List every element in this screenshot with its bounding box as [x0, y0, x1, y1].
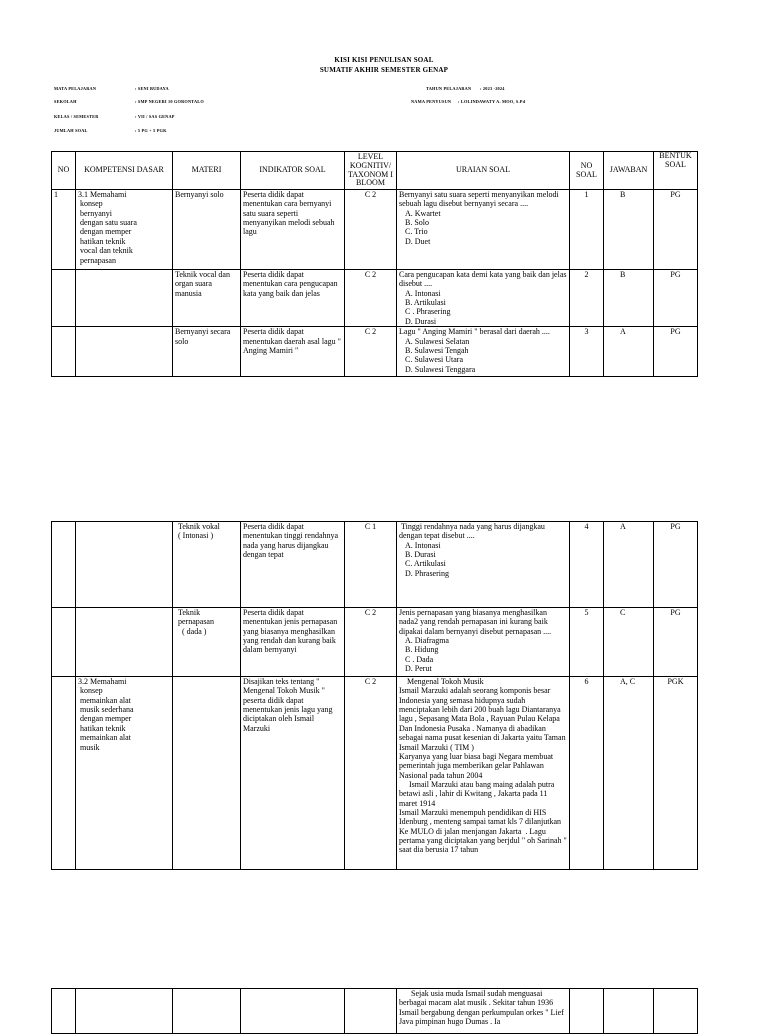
cell-bentuk: PGK [654, 677, 698, 870]
cell-no-soal: 4 [570, 522, 604, 608]
cell-indikator: Peserta didik dapat menentukan jenis pernapasan yang biasanya menghasilkan yang rendah dan kurang baik dalam bernyanyi [241, 608, 345, 677]
cell-level: C 2 [345, 608, 397, 677]
question-text: Mengenal Tokoh Musik Ismail Marzuki adalah seorang komponis besar Indonesia yang semasa hidupnya sudah menciptakan lebih dari 200 buah lagu Diantaranya lagu , Sepasang Mata Bola , Rayuan Pulau Kelapa Dan Indonesia Pusaka . Namanya di abadikan sebagai nama pusat kesenian di Jakarta yaitu Taman Ismail Marzuki ( TIM ) Karyanya yang luar biasa bagi Negara membuat pemerintah juga memberikan gelar Pahlawan Nasional pada tahun 2004 Ismail Marzuki atau bang maing adalah putra betawi asli , lahir di Kwitang , Jakarta pada 11 maret 1914 Ismail Marzuki menempuh pendidikan di HIS Idenburg , menteng sampai tamat kls 7 dilanjutkan Ke MULO di jalan menjangan Jakarta . Lagu pertama yang diciptakan yang berjdul " oh Sarinah " saat dia berusia 17 tahun [399, 677, 567, 855]
option-c: C. Sulawesi Utara [405, 355, 463, 365]
cell-kd: 3.2 Memahami konsep memainkan alat musik sederhana dengan memper hatikan teknik memainkan alat musik [76, 677, 173, 870]
option-a: A. Sulawesi Selatan [405, 336, 470, 346]
cell-no-soal: 6 [570, 677, 604, 870]
cell-bentuk: PG [654, 327, 698, 377]
option-c: C . Phrasering [405, 307, 451, 317]
document-subtitle: SUMATIF AKHIR SEMESTER GENAP [319, 66, 449, 74]
question-text: Jenis pernapasan yang biasanya menghasilkan nada2 yang rendah pernapasan ini kurang baik dipakai dalam bernyanyi disebut pernapasan .... [399, 608, 552, 636]
option-d: D. Durasi [405, 316, 437, 326]
col-header-no: NO [52, 152, 76, 190]
col-header-kd: KOMPETENSI DASAR [76, 152, 173, 190]
col-header-level: LEVEL KOGNITIV/ TAXONOM I BLOOM [345, 152, 397, 190]
cell-indikator: Peserta didik dapat menentukan cara pengucapan kata yang baik dan jelas [241, 270, 345, 327]
cell-no [52, 989, 76, 1034]
answer-options [399, 541, 567, 578]
option-a: A. Diafragma [405, 636, 449, 646]
option-b: B. Artikulasi [405, 298, 446, 308]
question-text: Lagu " Anging Mamiri " berasal dari daerah .... [399, 327, 550, 337]
cell-no: 1 [52, 190, 76, 270]
cell-bentuk: PG [654, 522, 698, 608]
cell-no-soal: 1 [570, 190, 604, 270]
answer-options [399, 209, 567, 246]
cell-bentuk: PG [654, 608, 698, 677]
table-row [52, 989, 698, 1034]
cell-indikator: Peserta didik dapat menentukan daerah asal lagu " Anging Mamiri " [241, 327, 345, 377]
cell-kd [76, 522, 173, 608]
option-a: A. Kwartet [405, 208, 441, 218]
table-row [52, 522, 698, 608]
cell-no-soal: 5 [570, 608, 604, 677]
question-text: Bernyanyi satu suara seperti menyanyikan melodi sebuah lagu disebut bernyanyi secara .... [399, 190, 559, 209]
cell-kd: 3.1 Memahami konsep bernyanyi dengan satu suara dengan memper hatikan teknik vocal dan teknik pernapasan [76, 190, 173, 270]
cell-uraian [397, 677, 570, 870]
cell-level: C 2 [345, 327, 397, 377]
cell-no [52, 522, 76, 608]
cell-jawaban: A [604, 327, 654, 377]
document-title: KISI KISI PENULISAN SOAL [334, 56, 434, 64]
cell-jawaban: A [604, 522, 654, 608]
cell-indikator: Peserta didik dapat menentukan tinggi rendahnya nada yang harus dijangkau dengan tepat [241, 522, 345, 608]
cell-no [52, 608, 76, 677]
meta-penyusun-value: : LOLINDAWATY A. MOO, S.Pd [458, 99, 526, 104]
table-row [52, 677, 698, 870]
question-text: Cara pengucapan kata demi kata yang baik dan jelas disebut .... [399, 270, 567, 289]
cell-no [52, 327, 76, 377]
cell-indikator: Disajikan teks tentang " Mengenal Tokoh Musik " peserta didik dapat menentukan jenis lagu yang diciptakan oleh Ismail Marzuki [241, 677, 345, 870]
cell-materi: Teknik vokal ( Intonasi ) [173, 522, 241, 608]
cell-uraian [397, 270, 570, 327]
cell-materi [173, 677, 241, 870]
kisi-kisi-table-page-2 [51, 521, 698, 870]
question-text-continued: Sejak usia muda Ismail sudah menguasai berbagai macam alat musik . Sekitar tahun 1936 Ismail bergabung dengan perkumpulan orkes " Lief Java pimpinan hugo Dumas . Ia [399, 989, 566, 1027]
answer-options [399, 636, 567, 673]
cell-materi: Teknik vocal dan organ suara manusia [173, 270, 241, 327]
meta-kelas-label: KELAS / SEMESTER [54, 114, 99, 119]
cell-level: C 2 [345, 677, 397, 870]
question-text: Tinggi rendahnya nada yang harus dijangkau dengan tepat disebut .... [399, 522, 547, 541]
col-header-uraian: URAIAN SOAL [397, 152, 570, 190]
cell-indikator [241, 989, 345, 1034]
option-b: B. Solo [405, 218, 430, 228]
cell-no [52, 677, 76, 870]
cell-materi [173, 989, 241, 1034]
table-header-row [52, 152, 698, 190]
col-header-no-soal: NO SOAL [570, 152, 604, 190]
col-header-materi: MATERI [173, 152, 241, 190]
cell-uraian [397, 327, 570, 377]
meta-jumlah-label: JUMLAH SOAL [54, 128, 88, 133]
meta-mapel-label: MATA PELAJARAN [54, 86, 97, 91]
cell-uraian [397, 190, 570, 270]
meta-mapel-value: : SENI BUDAYA [135, 86, 169, 91]
option-c: C . Dada [405, 654, 434, 664]
col-header-jawaban: JAWABAN [604, 152, 654, 190]
cell-no-soal: 2 [570, 270, 604, 327]
cell-materi: Bernyanyi secara solo [173, 327, 241, 377]
option-a: A. Intonasi [405, 288, 441, 298]
cell-bentuk: PG [654, 270, 698, 327]
cell-kd [76, 989, 173, 1034]
meta-sekolah-value: : SMP NEGERI 10 GORONTALO [135, 99, 204, 104]
option-c: C. Artikulasi [405, 559, 446, 569]
table-row [52, 190, 698, 270]
col-header-indikator: INDIKATOR SOAL [241, 152, 345, 190]
cell-bentuk [654, 989, 698, 1034]
cell-jawaban [604, 989, 654, 1034]
option-d: D. Phrasering [405, 568, 449, 578]
cell-uraian [397, 522, 570, 608]
cell-level [345, 989, 397, 1034]
answer-options [399, 337, 567, 374]
table-row [52, 608, 698, 677]
col-header-bentuk: BENTUK SOAL [654, 152, 698, 190]
cell-jawaban: C [604, 608, 654, 677]
cell-no-soal [570, 989, 604, 1034]
meta-tahun-value: : 2023 -2024 [480, 86, 505, 91]
cell-jawaban: B [604, 270, 654, 327]
cell-materi: Teknik pernapasan ( dada ) [173, 608, 241, 677]
meta-jumlah-value: : 5 PG + 5 PGK [135, 128, 167, 133]
cell-uraian [397, 989, 570, 1034]
option-d: D. Duet [405, 236, 431, 246]
table-row [52, 270, 698, 327]
cell-kd [76, 327, 173, 377]
option-d: D. Sulawesi Tenggara [405, 364, 476, 374]
cell-uraian [397, 608, 570, 677]
meta-tahun-label: TAHUN PELAJARAN [426, 86, 472, 91]
kisi-kisi-table-page-3 [51, 988, 698, 1034]
cell-level: C 2 [345, 270, 397, 327]
option-b: B. Durasi [405, 550, 436, 560]
cell-indikator: Peserta didik dapat menentukan cara bernyanyi satu suara seperti menyanyikan melodi sebuah lagu [241, 190, 345, 270]
option-b: B. Hidung [405, 645, 439, 655]
meta-penyusun-label: NAMA PENYUSUN [411, 99, 452, 104]
cell-kd [76, 608, 173, 677]
option-d: D. Perut [405, 664, 432, 674]
option-a: A. Intonasi [405, 540, 441, 550]
answer-options [399, 289, 567, 326]
cell-kd [76, 270, 173, 327]
option-b: B. Sulawesi Tengah [405, 345, 469, 355]
cell-level: C 1 [345, 522, 397, 608]
meta-sekolah-label: SEKOLAH [54, 99, 77, 104]
option-c: C. Trio [405, 227, 428, 237]
cell-jawaban: A, C [604, 677, 654, 870]
table-row [52, 327, 698, 377]
cell-no [52, 270, 76, 327]
cell-materi: Bernyanyi solo [173, 190, 241, 270]
cell-no-soal: 3 [570, 327, 604, 377]
kisi-kisi-table-page-1 [51, 151, 698, 377]
cell-jawaban: B [604, 190, 654, 270]
meta-kelas-value: : VII / SAS GENAP [135, 114, 175, 119]
cell-level: C 2 [345, 190, 397, 270]
cell-bentuk: PG [654, 190, 698, 270]
